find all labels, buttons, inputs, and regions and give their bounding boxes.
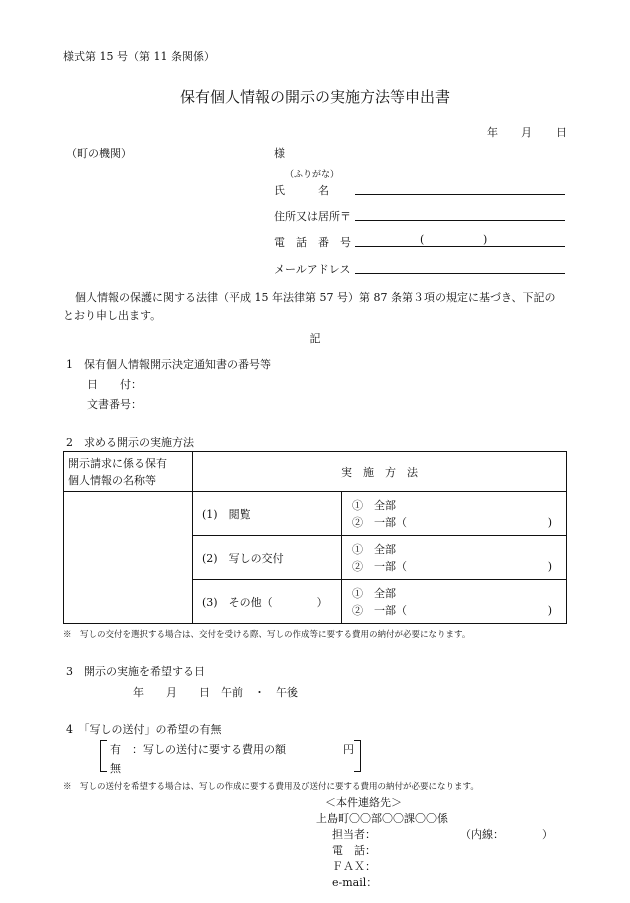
- date-month: 月: [521, 126, 532, 139]
- copy-send-yes[interactable]: 有 ：写しの送付に要する費用の額: [110, 743, 286, 756]
- method-view[interactable]: (1) 閲覧: [193, 492, 342, 536]
- notice-date-label: 日 付：: [87, 378, 142, 391]
- contact-phone: 電 話：: [332, 844, 376, 857]
- method-copy[interactable]: (2) 写しの交付: [193, 536, 342, 580]
- date-year: 年: [487, 126, 498, 139]
- addressee-honorific: 様: [274, 147, 285, 160]
- col2-header: 実 施 方 法: [193, 452, 567, 492]
- copy-send-no[interactable]: 無: [110, 762, 121, 775]
- info-name-cell[interactable]: [64, 492, 193, 624]
- furigana-label: （ふりがな）: [285, 170, 340, 180]
- form-number: 様式第 15 号（第 11 条関係）: [63, 50, 215, 63]
- section4-note: ※ 写しの送付を希望する場合は、写しの作成に要する費用及び送付に要する費用の納付が必要になります。: [63, 782, 479, 792]
- contact-fax: ＦＡＸ：: [332, 860, 376, 873]
- address-label: 住所又は居所〒: [274, 210, 351, 223]
- col1-header: 開示請求に係る保有 個人情報の名称等: [64, 452, 193, 492]
- desired-date-line[interactable]: 年 月 日 午前 ・ 午後: [133, 686, 298, 699]
- section3-heading: 3 開示の実施を希望する日: [66, 665, 205, 678]
- copy-send-yen: 円: [343, 743, 354, 756]
- contact-ext-close: ）: [542, 828, 553, 841]
- addressee-org: （町の機関）: [66, 147, 132, 160]
- phone-field-line[interactable]: [355, 246, 565, 247]
- method-other-options[interactable]: ① 全部 ② 一部（ ): [342, 580, 567, 624]
- section2-note: ※ 写しの交付を選択する場合は、交付を受ける際、写しの作成等に要する費用の納付が必要になります。: [63, 630, 471, 640]
- address-field-line[interactable]: [355, 220, 565, 221]
- phone-label: 電 話 番 号: [274, 236, 351, 249]
- phone-paren-open: (: [420, 233, 425, 246]
- ki-label: 記: [309, 332, 321, 345]
- section1-heading: 1 保有個人情報開示決定通知書の番号等: [66, 358, 271, 371]
- name-label: 氏 名: [274, 184, 329, 197]
- page-title: 保有個人情報の開示の実施方法等申出書: [179, 88, 450, 106]
- contact-person: 担当者：: [332, 828, 376, 841]
- section2-heading: 2 求める開示の実施方法: [66, 436, 194, 449]
- name-field-line[interactable]: [355, 194, 565, 195]
- method-table: [63, 451, 567, 624]
- contact-dept: 上島町〇〇部〇〇課〇〇係: [316, 812, 448, 825]
- contact-ext: （内線：: [460, 828, 504, 841]
- body-line-2: とおり申し出ます。: [63, 309, 162, 322]
- notice-doc-number-label: 文書番号：: [87, 398, 142, 411]
- method-other[interactable]: (3) その他（ ）: [193, 580, 342, 624]
- email-label: メールアドレス: [274, 263, 351, 276]
- section4-heading: 4 「写しの送付」の希望の有無: [66, 723, 222, 736]
- body-line-1: 個人情報の保護に関する法律（平成 15 年法律第 57 号）第 87 条第３項の規定に基づき、下記の: [75, 291, 556, 304]
- email-field-line[interactable]: [355, 273, 565, 274]
- contact-email: e-mail：: [332, 876, 378, 889]
- method-copy-options[interactable]: ① 全部 ② 一部（ ): [342, 536, 567, 580]
- left-bracket: [100, 740, 107, 772]
- contact-title: ＜本件連絡先＞: [325, 796, 402, 809]
- right-bracket: [354, 740, 361, 772]
- phone-paren-close: ): [483, 233, 488, 246]
- method-view-options[interactable]: ① 全部 ② 一部（ ): [342, 492, 567, 536]
- date-day: 日: [556, 126, 567, 139]
